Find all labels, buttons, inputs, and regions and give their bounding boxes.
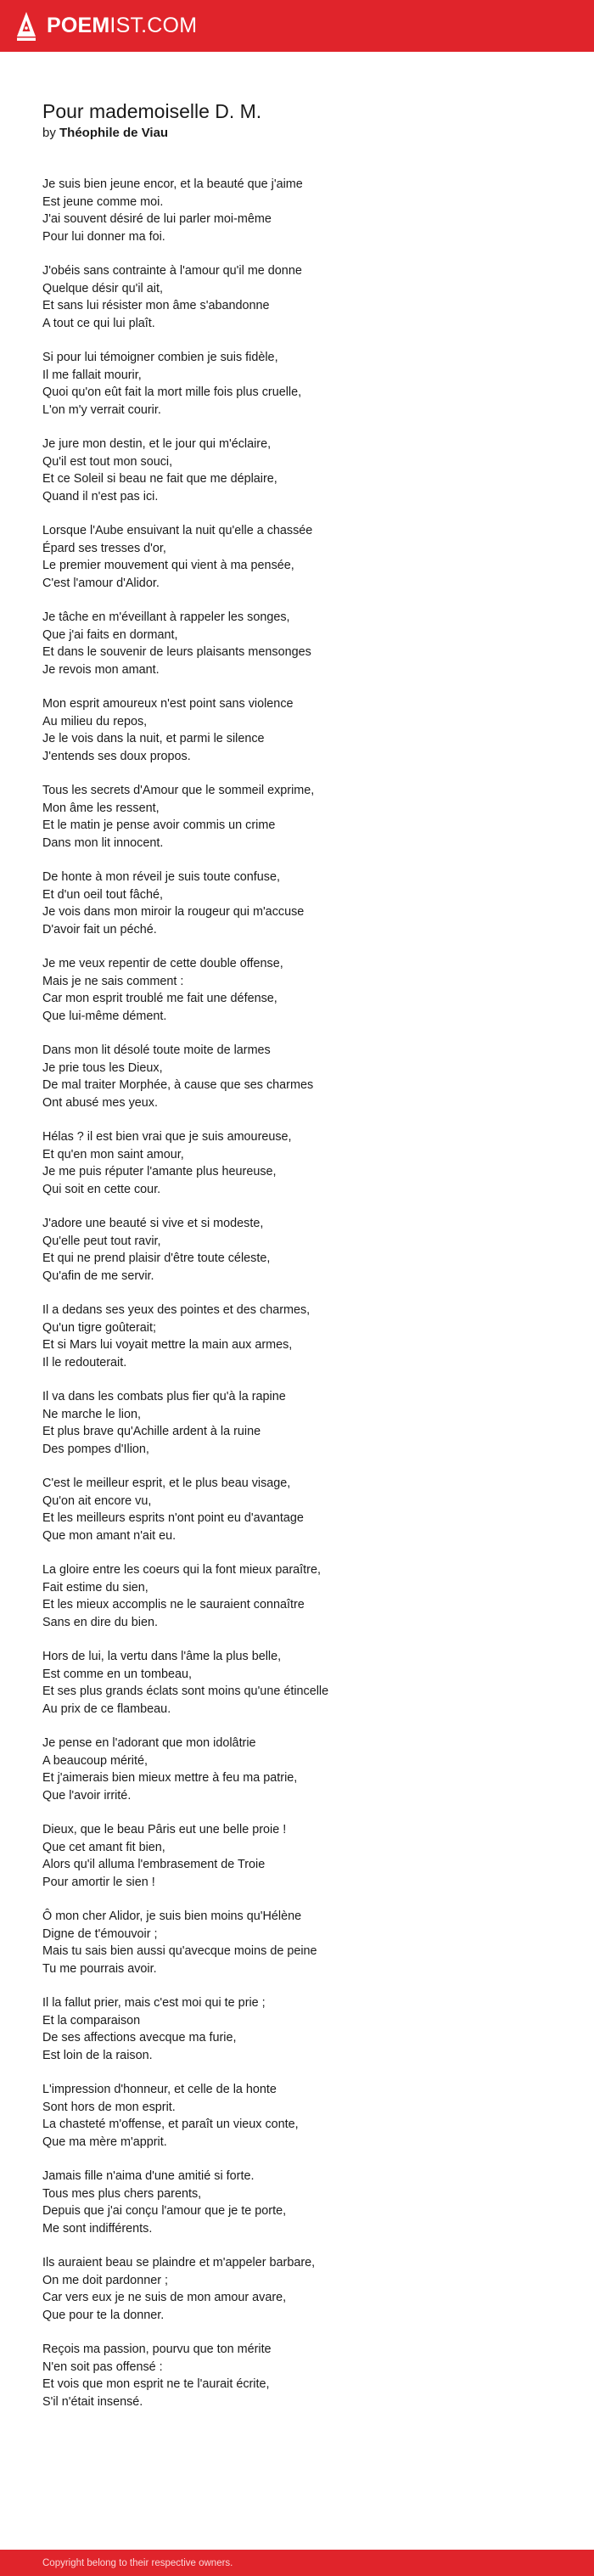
poem-line: Et sans lui résister mon âme s'abandonne [42, 299, 270, 312]
poem-line: Mon esprit amoureux n'est point sans violence [42, 697, 294, 711]
poem-line: Et les meilleurs esprits n'ont point eu d'avantage [42, 1511, 304, 1525]
stanza [42, 349, 552, 419]
site-logo-link[interactable] [15, 11, 197, 42]
poem-line: Au prix de ce flambeau. [42, 1701, 171, 1716]
stanza [42, 1821, 552, 1891]
stanza [42, 436, 552, 505]
poem-title: Pour mademoiselle D. M. [42, 100, 262, 122]
poem-line: Et ce Soleil si beau ne fait que me déplaire, [42, 472, 277, 486]
poem-line: Car mon esprit troublé me fait une défense, [42, 992, 277, 1005]
poem-line: Et j'aimerais bien mieux mettre à feu ma patrie, [42, 1771, 298, 1785]
poem-line: Est loin de la raison. [42, 2048, 153, 2062]
poem-line: J'entends ses doux propos. [42, 749, 191, 763]
poem-line: Sans en dire du bien. [42, 1615, 159, 1629]
stanza [42, 1908, 552, 1977]
poem-line: Mais je ne sais comment : [42, 974, 184, 988]
copyright-text: Copyright belong to their respective owners. [42, 2557, 233, 2568]
stanza [42, 1561, 552, 1631]
stanza [42, 1994, 552, 2064]
stanza [42, 609, 552, 678]
poem-line: Et qui ne prend plaisir d'être toute céleste, [42, 1251, 271, 1265]
poem-line: Si pour lui témoigner combien je suis fidèle, [42, 351, 278, 364]
poem-line: Il va dans les combats plus fier qu'à la rapine [42, 1390, 286, 1403]
poem-line: Épard ses tresses d'or, [42, 541, 166, 555]
poem-line: Je me puis réputer l'amante plus heureuse, [42, 1165, 277, 1178]
poem-line: Jamais fille n'aima d'une amitié si forte. [42, 2169, 255, 2183]
poem-line: Ne marche le lion, [42, 1407, 141, 1421]
poem-line: C'est l'amour d'Alidor. [42, 576, 160, 590]
pen-nib-logo-icon [15, 11, 37, 42]
poem-line: Tu me pourrais avoir. [42, 1961, 157, 1976]
stanza [42, 1735, 552, 1804]
poem-line: De honte à mon réveil je suis toute confuse, [42, 870, 280, 884]
poem-line: Car vers eux je ne suis de mon amour avare, [42, 2291, 287, 2304]
stanza [42, 1128, 552, 1198]
poem-line: Je revois mon amant. [42, 662, 160, 677]
site-name-bold: POEM [47, 14, 110, 37]
site-name-light: IST.COM [109, 14, 198, 37]
poem-line: Qu'afin de me servir. [42, 1268, 154, 1283]
author-link[interactable]: Théophile de Viau [59, 126, 169, 140]
poem-body [42, 176, 552, 2410]
site-footer [0, 2550, 594, 2576]
poem-line: N'en soit pas offensé : [42, 2359, 163, 2374]
poem-line: Depuis que j'ai conçu l'amour que je te porte, [42, 2204, 287, 2218]
poem-line: J'adore une beauté si vive et si modeste, [42, 1217, 264, 1230]
poem-line: Il me fallait mourir, [42, 368, 142, 382]
poem-line: Que cet amant fit bien, [42, 1840, 165, 1854]
poem-line: Sont hors de mon esprit. [42, 2100, 176, 2114]
stanza [42, 695, 552, 765]
poem-line: J'obéis sans contrainte à l'amour qu'il me donne [42, 264, 302, 278]
stanza [42, 2254, 552, 2324]
poem-line: Je jure mon destin, et le jour qui m'éclaire, [42, 437, 272, 451]
poem-line: Me sont indifférents. [42, 2221, 153, 2236]
poem-line: Et qu'en mon saint amour, [42, 1147, 184, 1161]
poem-line: Qu'elle peut tout ravir, [42, 1234, 161, 1248]
poem-line: Qui soit en cette cour. [42, 1182, 161, 1196]
poem-line: Quelque désir qu'il ait, [42, 281, 163, 295]
poem-line: Que ma mère m'apprit. [42, 2134, 167, 2149]
poem-line: Et si Mars lui voyait mettre la main aux armes, [42, 1338, 293, 1352]
poem-line: Et dans le souvenir de leurs plaisants mensonges [42, 645, 311, 659]
poem-line: Il a dedans ses yeux des pointes et des charmes, [42, 1303, 311, 1317]
poem-line: Je prie tous les Dieux, [42, 1060, 163, 1075]
poem-line: C'est le meilleur esprit, et le plus beau visage, [42, 1476, 291, 1490]
poem-line: Je tâche en m'éveillant à rappeler les songes, [42, 610, 290, 624]
stanza [42, 869, 552, 938]
poem-line: Il le redouterait. [42, 1355, 127, 1370]
poem-line: Le premier mouvement qui vient à ma pensée, [42, 559, 294, 572]
poem-line: Que pour te la donner. [42, 2308, 165, 2322]
poem-line: Que mon amant n'ait eu. [42, 1528, 177, 1543]
poem-line: L'on m'y verrait courir. [42, 402, 161, 417]
stanza [42, 1042, 552, 1111]
stanza [42, 2168, 552, 2237]
poem-line: Fait estime du sien, [42, 1580, 148, 1595]
poem-line: Je suis bien jeune encor, et la beauté que j'aime [42, 177, 303, 191]
poem-line: Qu'il est tout mon souci, [42, 454, 173, 469]
poem-line: Ils auraient beau se plaindre et m'appeler barbare, [42, 2256, 316, 2269]
poem-line: Que l'avoir irrité. [42, 1788, 132, 1803]
poem-content [42, 99, 552, 2427]
poem-line: Dans mon lit désolé toute moite de larmes [42, 1043, 271, 1057]
poem-line: Lorsque l'Aube ensuivant la nuit qu'elle a chassée [42, 524, 313, 537]
poem-line: Des pompes d'Ilion, [42, 1442, 149, 1456]
stanza [42, 2341, 552, 2410]
poem-line: Je me veux repentir de cette double offense, [42, 957, 283, 970]
poem-line: L'impression d'honneur, et celle de la honte [42, 2083, 277, 2096]
poem-line: La gloire entre les coeurs qui la font mieux paraître, [42, 1563, 321, 1577]
poem-line: Et le matin je pense avoir commis un crime [42, 818, 276, 832]
poem-line: Il la fallut prier, mais c'est moi qui te prie ; [42, 1996, 266, 2010]
poem-line: A beaucoup mérité, [42, 1753, 148, 1768]
poem-line: Et vois que mon esprit ne te l'aurait écrite, [42, 2377, 270, 2391]
poem-line: Et la comparaison [42, 2013, 141, 2028]
poem-byline [42, 125, 552, 142]
poem-line: De ses affections avecque ma furie, [42, 2031, 237, 2044]
poem-line: Reçois ma passion, pourvu que ton mérite [42, 2343, 272, 2356]
stanza [42, 262, 552, 332]
poem-line: De mal traiter Morphée, à cause que ses charmes [42, 1078, 314, 1092]
site-header [0, 0, 594, 52]
poem-line: J'ai souvent désiré de lui parler moi-même [42, 212, 272, 226]
stanza [42, 782, 552, 852]
poem-line: Digne de t'émouvoir ; [42, 1926, 158, 1941]
site-name [47, 15, 197, 37]
poem-line: Mon âme les ressent, [42, 801, 160, 815]
poem-line: Qu'un tigre goûterait; [42, 1320, 156, 1335]
poem-line: Est jeune comme moi. [42, 194, 164, 209]
stanza [42, 1388, 552, 1458]
stanza [42, 1302, 552, 1371]
poem-line: Et ses plus grands éclats sont moins qu'une étincelle [42, 1685, 329, 1698]
stanza [42, 955, 552, 1025]
poem-line: Alors qu'il alluma l'embrasement de Troie [42, 1858, 266, 1871]
poem-line: D'avoir fait un péché. [42, 922, 157, 936]
poem-line: Je vois dans mon miroir la rougeur qui m'accuse [42, 905, 305, 919]
poem-line: Et plus brave qu'Achille ardent à la ruine [42, 1425, 261, 1438]
poem-line: Est comme en un tombeau, [42, 1667, 192, 1681]
stanza [42, 1648, 552, 1718]
poem-line: Dans mon lit innocent. [42, 835, 164, 850]
poem-line: Tous les secrets d'Amour que le sommeil exprime, [42, 784, 315, 797]
poem-line: Pour amortir le sien ! [42, 1875, 155, 1889]
poem-line: Je pense en l'adorant que mon idolâtrie [42, 1736, 256, 1750]
poem-line: Quoi qu'on eût fait la mort mille fois plus cruelle, [42, 385, 302, 399]
poem-line: Je le vois dans la nuit, et parmi le silence [42, 732, 265, 745]
poem-line: Au milieu du repos, [42, 714, 148, 728]
poem-line: Pour lui donner ma foi. [42, 229, 165, 244]
poem-line: Et les mieux accomplis ne le sauraient connaître [42, 1598, 305, 1611]
poem-line: S'il n'était insensé. [42, 2394, 143, 2409]
poem-line: Quand il n'est pas ici. [42, 489, 159, 503]
stanza [42, 522, 552, 592]
poem-line: Tous mes plus chers parents, [42, 2186, 202, 2201]
byline-prefix: by [42, 126, 56, 140]
stanza [42, 176, 552, 245]
poem-line: Hors de lui, la vertu dans l'âme la plus belle, [42, 1650, 282, 1663]
poem-line: On me doit pardonner ; [42, 2273, 168, 2287]
poem-line: Qu'on ait encore vu, [42, 1493, 152, 1508]
poem-line: Ont abusé mes yeux. [42, 1095, 158, 1110]
poem-line: Hélas ? il est bien vrai que je suis amoureuse, [42, 1130, 292, 1144]
stanza [42, 1215, 552, 1285]
stanza [42, 2081, 552, 2151]
poem-line: Que j'ai faits en dormant, [42, 627, 178, 642]
poem-line: Que lui-même dément. [42, 1009, 167, 1023]
poem-line: Mais tu sais bien aussi qu'avecque moins de peine [42, 1944, 317, 1958]
poem-line: Ô mon cher Alidor, je suis bien moins qu'Hélène [42, 1910, 302, 1923]
poem-line: Dieux, que le beau Pâris eut une belle proie ! [42, 1823, 287, 1836]
poem-line: A tout ce qui lui plaît. [42, 316, 155, 330]
poem-line: Et d'un oeil tout fâché, [42, 887, 163, 902]
stanza [42, 1475, 552, 1544]
poem-line: La chasteté m'offense, et paraît un vieux conte, [42, 2118, 299, 2131]
